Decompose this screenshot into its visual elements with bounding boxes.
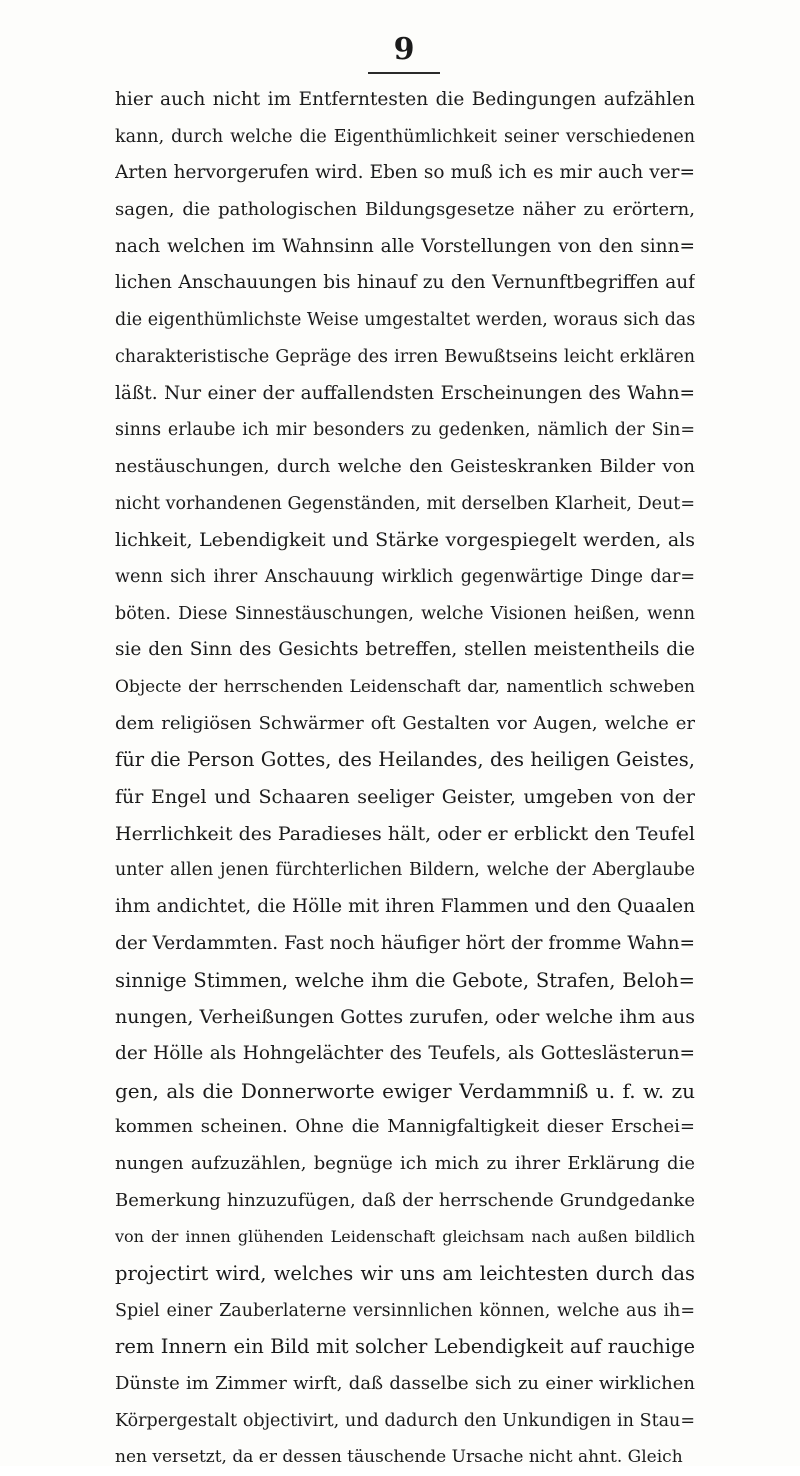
- text-line: sinns erlaube ich mir besonders zu gedenken, nämlich der Sin=: [115, 420, 695, 441]
- text-line: nestäuschungen, durch welche den Geisteskranken Bilder von: [115, 455, 695, 477]
- text-line: der Verdammten. Fast noch häufiger hört der fromme Wahn=: [115, 932, 695, 954]
- text-line: nach welchen im Wahnsinn alle Vorstellungen von den sinn=: [115, 235, 695, 257]
- text-line: sagen, die pathologischen Bildungsgesetze näher zu erörtern,: [115, 199, 695, 221]
- text-line: Arten hervorgerufen wird. Eben so muß ich es mir auch ver=: [115, 162, 695, 184]
- text-line: unter allen jenen fürchterlichen Bildern, welche der Aberglaube: [115, 860, 695, 881]
- text-line: von der innen glühenden Leidenschaft gleichsam nach außen bildlich: [115, 1227, 695, 1247]
- page-number: 9: [393, 32, 415, 67]
- text-line: Objecte der herrschenden Leidenschaft dar, namentlich schweben: [115, 677, 695, 697]
- text-line: Herrlichkeit des Paradieses hält, oder er erblickt den Teufel: [115, 822, 695, 845]
- text-line: böten. Diese Sinnestäuschungen, welche Visionen heißen, wenn: [115, 603, 695, 624]
- text-line: Körpergestalt objectivirt, und dadurch den Unkundigen in Stau=: [115, 1410, 695, 1431]
- text-line: Dünste im Zimmer wirft, daß dasselbe sich zu einer wirklichen: [115, 1373, 695, 1395]
- text-line: sie den Sinn des Gesichts betreffen, stellen meistentheils die: [115, 639, 695, 661]
- text-line: gen, als die Donnerworte ewiger Verdammniß u. f. w. zu: [115, 1078, 695, 1103]
- text-line: nungen aufzuzählen, begnüge ich mich zu ihrer Erklärung die: [115, 1152, 695, 1174]
- text-line: kann, durch welche die Eigenthümlichkeit seiner verschiedenen: [115, 126, 695, 147]
- text-line: hier auch nicht im Entferntesten die Bedingungen aufzählen: [115, 89, 695, 110]
- text-line: dem religiösen Schwärmer oft Gestalten vor Augen, welche er: [115, 712, 695, 734]
- text-line: lichen Anschauungen bis hinauf zu den Vernunftbegriffen auf: [115, 272, 695, 294]
- text-line: die eigenthümlichste Weise umgestaltet werden, woraus sich das: [115, 310, 695, 331]
- text-line: Bemerkung hinzuzufügen, daß der herrschende Grundgedanke: [115, 1189, 695, 1211]
- text-line: läßt. Nur einer der auffallendsten Erscheinungen des Wahn=: [115, 382, 695, 404]
- text-line: für Engel und Schaaren seeliger Geister, umgeben von der: [115, 786, 695, 809]
- text-line: für die Person Gottes, des Heilandes, des heiligen Geistes,: [115, 748, 695, 772]
- text-line: Spiel einer Zauberlaterne versinnlichen können, welche aus ih=: [115, 1300, 695, 1321]
- text-line: nicht vorhandenen Gegenständen, mit derselben Klarheit, Deut=: [115, 493, 695, 514]
- text-line: projectirt wird, welches wir uns am leichtesten durch das: [115, 1262, 695, 1285]
- body-text: [115, 82, 695, 1476]
- header-rule: [368, 72, 440, 74]
- text-line: der Hölle als Hohngelächter des Teufels, als Gotteslästerun=: [115, 1042, 695, 1064]
- text-line: nungen, Verheißungen Gottes zurufen, oder welche ihm aus: [115, 1006, 695, 1029]
- text-line: wenn sich ihrer Anschauung wirklich gegenwärtige Dinge dar=: [115, 566, 695, 587]
- text-line: sinnige Stimmen, welche ihm die Gebote, Strafen, Beloh=: [115, 968, 695, 992]
- text-line: kommen scheinen. Ohne die Mannigfaltigkeit dieser Erschei=: [115, 1116, 695, 1138]
- text-line: ihm andichtet, die Hölle mit ihren Flammen und den Quaalen: [115, 896, 695, 918]
- text-line: lichkeit, Lebendigkeit und Stärke vorgespiegelt werden, als: [115, 529, 695, 552]
- text-line: nen versetzt, da er dessen täuschende Ursache nicht ahnt. Gleich: [115, 1447, 683, 1468]
- text-line: rem Innern ein Bild mit solcher Lebendigkeit auf rauchige: [115, 1335, 695, 1359]
- text-line: charakteristische Gepräge des irren Bewußtseins leicht erklären: [115, 346, 695, 367]
